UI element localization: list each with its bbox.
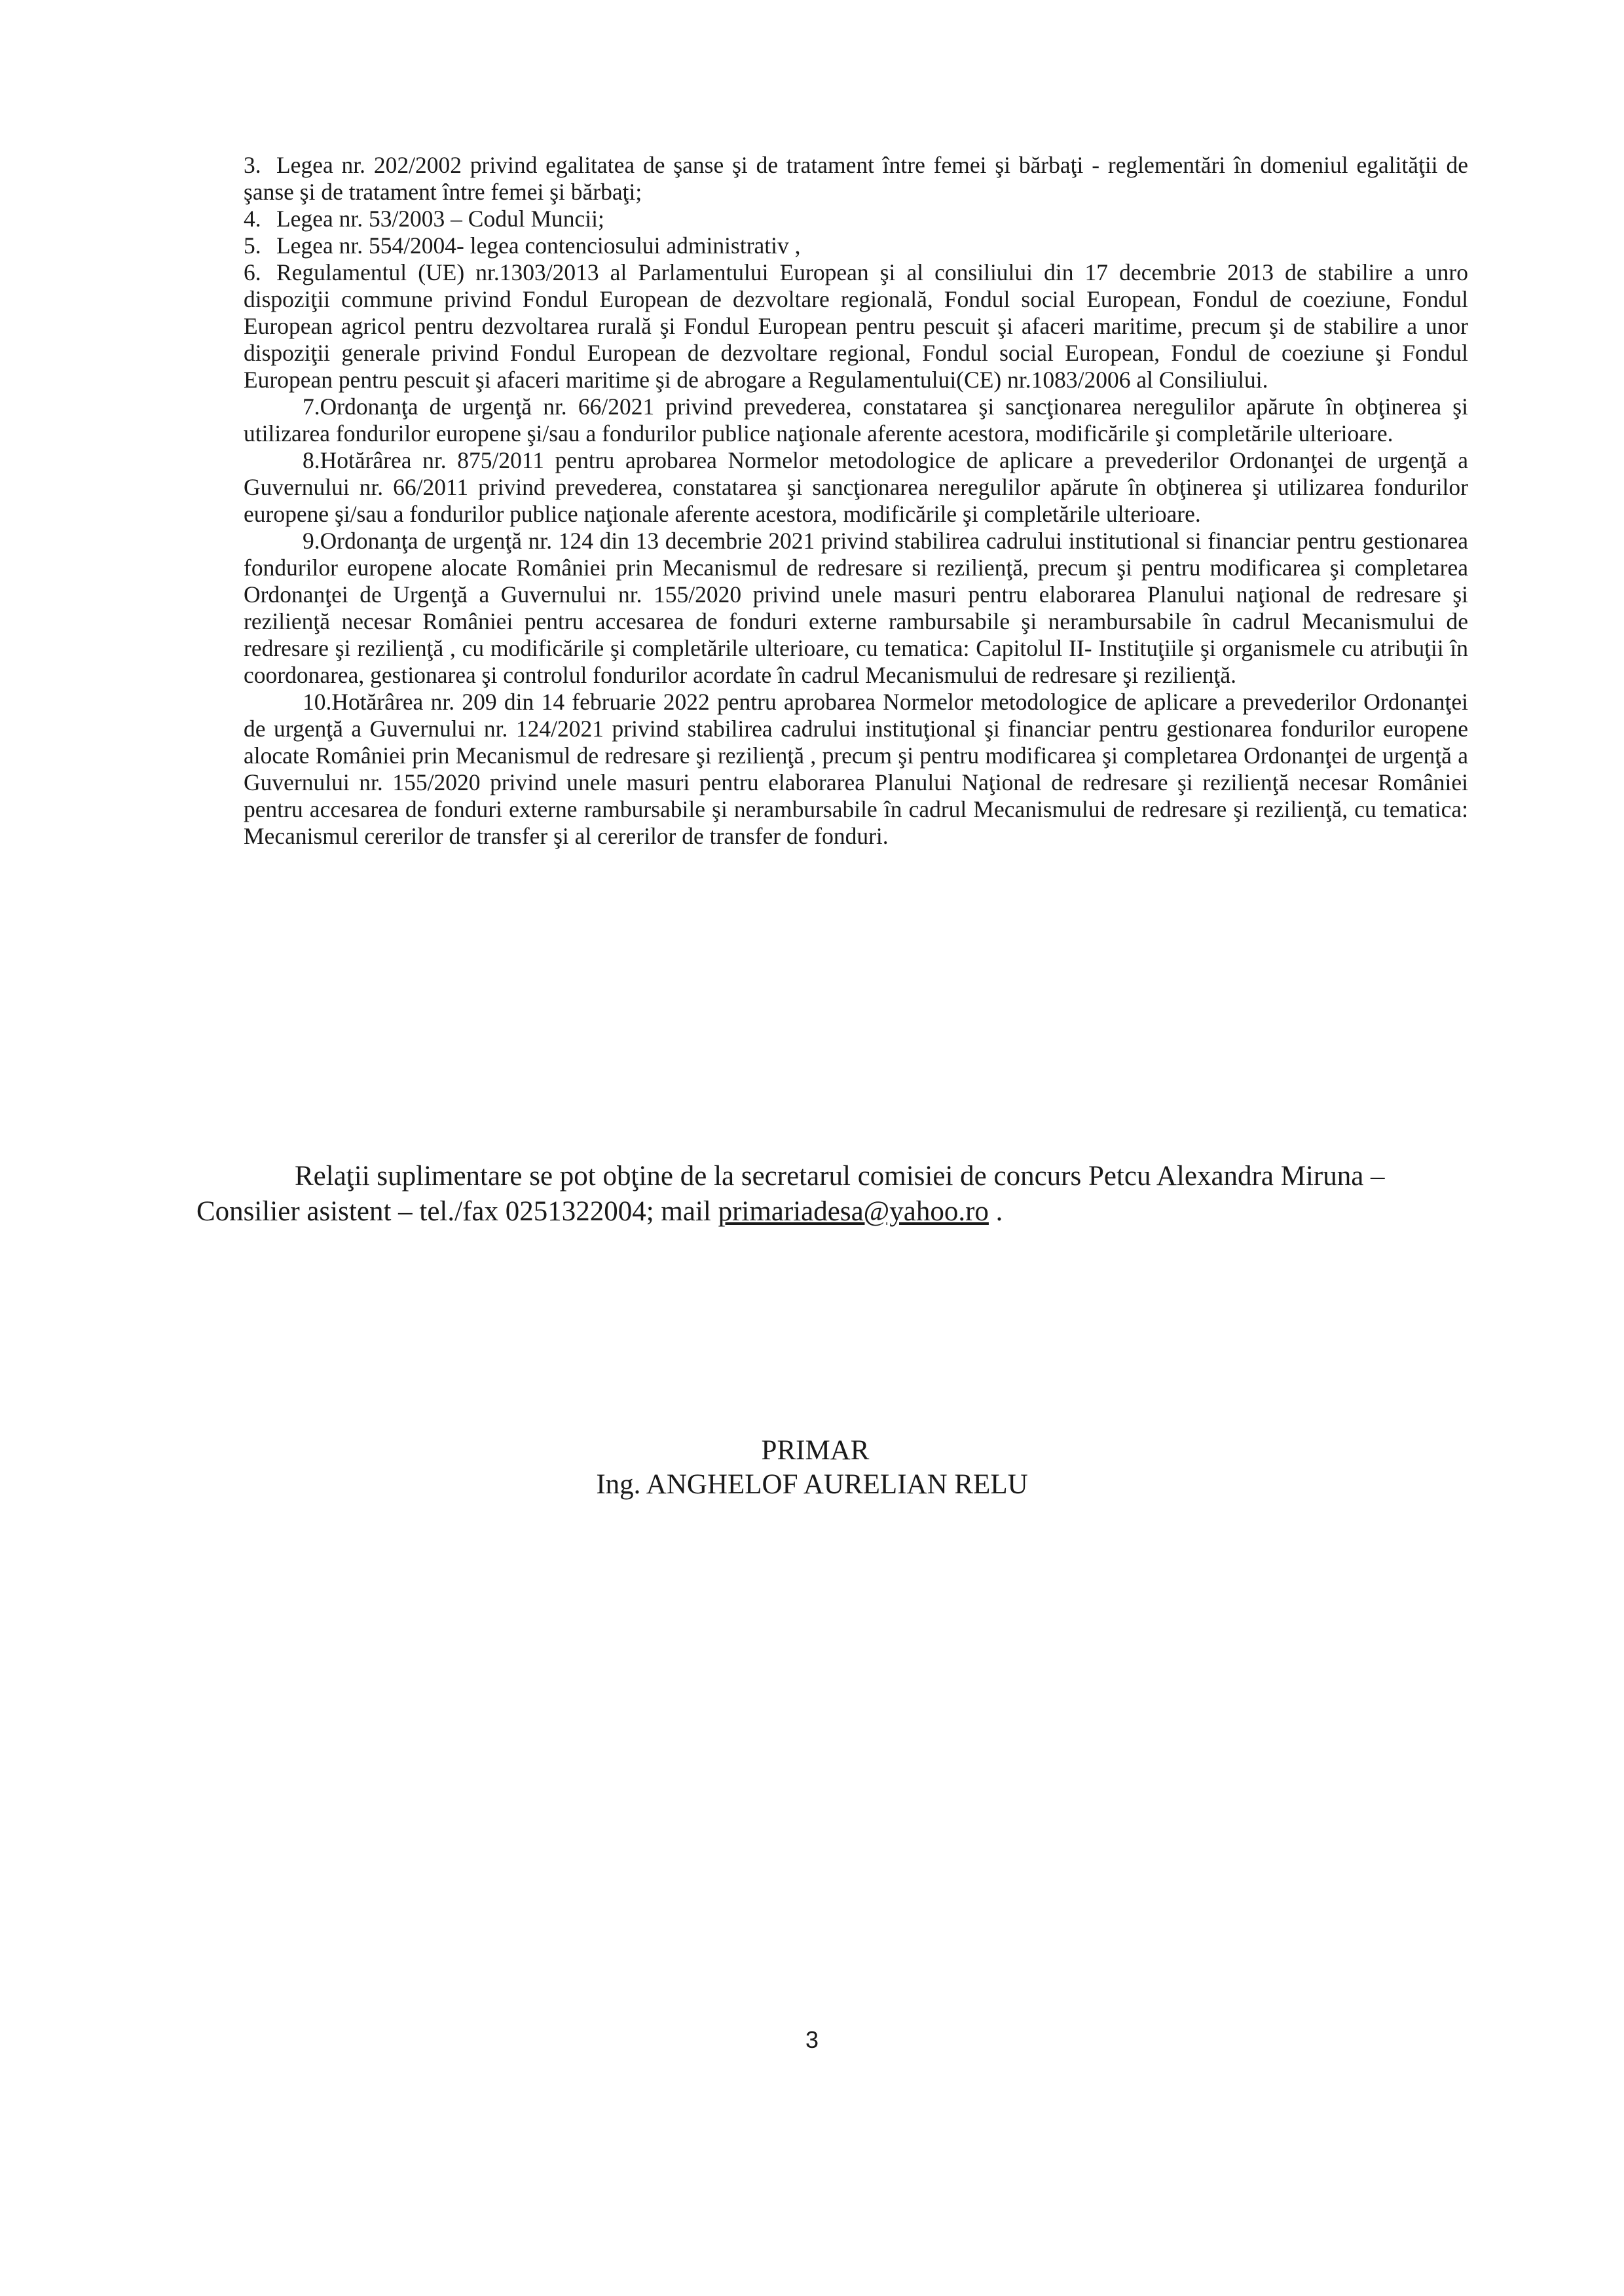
signature-role: PRIMAR	[761, 1435, 870, 1466]
legal-item-number: 3.	[244, 152, 261, 178]
legal-item-number: 4.	[244, 206, 261, 232]
contact-text-end: .	[988, 1196, 1003, 1227]
legal-item-number: 6.	[244, 259, 261, 285]
legal-item-10	[244, 689, 1468, 850]
legal-item-7	[244, 393, 1468, 447]
legal-item-text: Ordonanţa de urgenţă nr. 124 din 13 decembrie 2021 privind stabilirea cadrului institutional si financiar pentru gestionarea fondurilor europene alocate României prin Mecanismul de redresare si rezilienţă, precum şi pentru modificarea şi completarea Ordonanţei de Urgenţă a Guvernului nr. 155/2020 privind unele masuri pentru elaborarea Planului naţional de redresare şi rezilienţă necesar României pentru accesarea de fonduri externe rambursabile şi nerambursabile în cadrul Mecanismului de redresare şi rezilienţă , cu modificările şi completările ulterioare, cu tematica: Capitolul II- Instituţiile şi organismele cu atribuţii în coordonarea, gestionarea şi controlul fondurilor acordate în cadrul Mecanismului de redresare şi rezilienţă.	[244, 528, 1468, 688]
signature-name: Ing. ANGHELOF AURELIAN RELU	[596, 1469, 1028, 1500]
legal-item-8	[244, 447, 1468, 528]
legal-item-number: 9.	[303, 528, 320, 554]
legal-references-list	[244, 152, 1468, 850]
page-number: 3	[805, 2026, 819, 2053]
contact-email-link[interactable]: primariadesa@yahoo.ro	[718, 1196, 989, 1227]
legal-item-3	[244, 152, 1468, 206]
legal-item-6	[244, 259, 1468, 393]
legal-item-4	[244, 206, 1468, 232]
legal-item-5	[244, 232, 1468, 259]
legal-item-text: Legea nr. 202/2002 privind egalitatea de şanse şi de tratament între femei şi bărbaţi - reglementări în domeniul egalităţii de şanse şi de tratament între femei şi bărbaţi;	[244, 152, 1468, 205]
legal-item-number: 10.	[303, 689, 332, 715]
legal-item-text: Legea nr. 53/2003 – Codul Muncii;	[276, 206, 604, 232]
contact-paragraph	[196, 1159, 1473, 1230]
legal-item-number: 7.	[303, 393, 320, 420]
signature-block	[0, 1434, 1624, 1502]
legal-item-text: Ordonanţa de urgenţă nr. 66/2021 privind prevederea, constatarea şi sancţionarea neregulilor apărute în obţinerea şi utilizarea fondurilor europene şi/sau a fondurilor publice naţionale aferente acestora, modificările şi completările ulterioare.	[244, 393, 1468, 446]
legal-item-number: 5.	[244, 232, 261, 259]
legal-item-number: 8.	[303, 447, 320, 473]
legal-item-9	[244, 528, 1468, 689]
legal-item-text: Regulamentul (UE) nr.1303/2013 al Parlamentului European şi al consiliului din 17 decembrie 2013 de stabilire a unro dispoziţii commune privind Fondul European de dezvoltare regională, Fondul social European, Fondul de coeziune, Fondul European agricol pentru dezvoltarea rurală şi Fondul European pentru pescuit şi afaceri maritime, precum şi de stabilire a unor dispoziţii generale privind Fondul European de dezvoltare regional, Fondul social European, Fondul de coeziune şi Fondul European pentru pescuit şi afaceri maritime şi de abrogare a Regulamentului(CE) nr.1083/2006 al Consiliului.	[244, 259, 1468, 393]
legal-item-text: Hotărârea nr. 209 din 14 februarie 2022 pentru aprobarea Normelor metodologice de aplicare a prevederilor Ordonanţei de urgenţă a Guvernului nr. 124/2021 privind stabilirea cadrului instituţional şi financiar pentru gestionarea fondurilor europene alocate României prin Mecanismul de redresare şi rezilienţă , precum şi pentru modificarea şi completarea Ordonanţei de urgenţă a Guvernului nr. 155/2020 privind unele masuri pentru elaborarea Planului Naţional de redresare şi rezilienţă necesar României pentru accesarea de fonduri externe rambursabile şi nerambursabile în cadrul Mecanismului de redresare şi rezilienţă, cu tematica: Mecanismul cererilor de transfer şi al cererilor de transfer de fonduri.	[244, 689, 1468, 849]
legal-item-text: Hotărârea nr. 875/2011 pentru aprobarea Normelor metodologice de aplicare a prevederilor Ordonanţei de urgenţă a Guvernului nr. 66/2011 privind prevederea, constatarea şi sancţionarea neregulilor apărute în obţinerea şi utilizarea fondurilor europene şi/sau a fondurilor publice naţionale aferente acestora, modificările şi completările ulterioare.	[244, 447, 1468, 527]
contact-text: Relaţii suplimentare se pot obţine de la secretarul comisiei de concurs Petcu Alexandra Miruna – Consilier asistent – tel./fax 0251322004; mail	[196, 1161, 1385, 1227]
legal-item-text: Legea nr. 554/2004- legea contenciosului administrativ ,	[276, 232, 801, 259]
